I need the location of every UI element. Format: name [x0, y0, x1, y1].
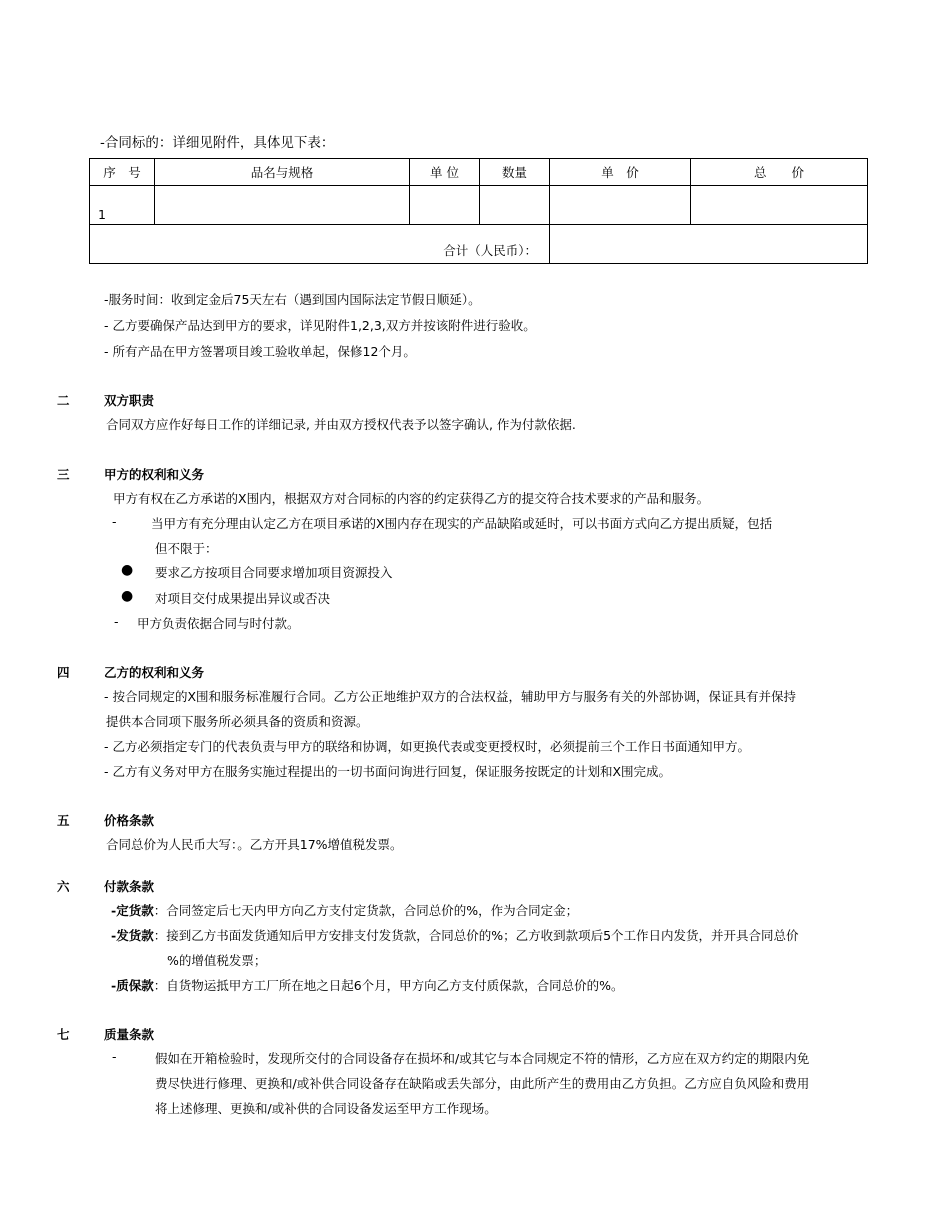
- section-3-p2-line2: 但不限于：: [155, 541, 218, 556]
- header-name-spec: 品名与规格: [155, 159, 410, 186]
- section-2-text: 合同双方应作好每日工作的详细记录, 并由双方授权代表予以签字确认, 作为付款依据.: [106, 417, 576, 432]
- payment-shipment-line-2: %的增值税发票；: [167, 953, 267, 968]
- section-7-line-1: 假如在开箱检验时，发现所交付的合同设备存在损坏和/或其它与本合同规定不符的情形，乙方应在双方约定的期限内免: [155, 1051, 810, 1066]
- payment-warranty-label: -质保款: [111, 978, 154, 993]
- header-unit-price: 单 价: [550, 159, 691, 186]
- bullet-icon: ●: [121, 562, 134, 578]
- table-row: [90, 186, 868, 225]
- cell-quantity: [480, 186, 550, 225]
- section-7-line-3: 将上述修理、更换和/或补供的合同设备发运至甲方工作现场。: [155, 1101, 497, 1116]
- section-3-p3: 甲方负责依据合同与时付款。: [137, 616, 300, 631]
- total-value: [550, 225, 868, 264]
- subject-line: -合同标的：详细见附件，具体见下表：: [100, 135, 335, 151]
- payment-warranty-text: ：自货物运抵甲方工厂所在地之日起6个月，甲方向乙方支付质保款，合同总价的%。: [153, 978, 624, 993]
- header-index: 序 号: [90, 159, 155, 186]
- cell-name-spec: [155, 186, 410, 225]
- section-5-text: 合同总价为人民币大写：。乙方开具17%增值税发票。: [106, 837, 403, 852]
- table-header-row: [90, 159, 868, 186]
- section-7-number: 七: [57, 1027, 70, 1042]
- section-3-dash: -: [112, 514, 117, 529]
- total-label: 合计（人民币）：: [90, 225, 550, 264]
- section-5-title: 价格条款: [104, 813, 155, 828]
- section-5-number: 五: [57, 813, 70, 828]
- cell-index: 1: [90, 186, 155, 225]
- section-7-line-2: 费尽快进行修理、更换和/或补供合同设备存在缺陷或丢失部分，由此所产生的费用由乙方负担。乙方应自负风险和费用: [155, 1076, 810, 1091]
- header-quantity: 数量: [480, 159, 550, 186]
- section-4-line-1: - 按合同规定的X围和服务标准履行合同。乙方公正地维护双方的合法权益，辅助甲方与服务有关的外部协调，保证具有并保持: [104, 689, 797, 704]
- cell-unit: [410, 186, 480, 225]
- section-7-title: 质量条款: [104, 1027, 155, 1042]
- term-warranty: - 所有产品在甲方签署项目竣工验收单起，保修12个月。: [104, 344, 416, 359]
- payment-deposit: [111, 901, 578, 919]
- section-6-title: 付款条款: [104, 879, 155, 894]
- bullet-icon: ●: [121, 588, 134, 604]
- cell-unit-price: [550, 186, 691, 225]
- payment-warranty: [111, 976, 624, 994]
- term-acceptance: - 乙方要确保产品达到甲方的要求，详见附件1,2,3,双方并按该附件进行验收。: [104, 318, 536, 333]
- payment-shipment-text: ：接到乙方书面发货通知后甲方安排支付发货款，合同总价的%；乙方收到款项后5个工作日内发货，并开具合同总价: [153, 928, 799, 943]
- section-7-dash: -: [112, 1049, 117, 1064]
- section-2-title: 双方职责: [104, 393, 155, 408]
- cell-total-price: [691, 186, 868, 225]
- section-3-p3-dash: -: [114, 614, 119, 629]
- section-3-bullet-2: 对项目交付成果提出异议或否决: [155, 591, 331, 606]
- section-3-bullet-1: 要求乙方按项目合同要求增加项目资源投入: [155, 565, 393, 580]
- table-total-row: [90, 225, 868, 264]
- section-4-line-2: 提供本合同项下服务所必须具备的资质和资源。: [106, 714, 369, 729]
- section-3-p1: 甲方有权在乙方承诺的X围内，根据双方对合同标的内容的约定获得乙方的提交符合技术要求的产品和服务。: [113, 491, 710, 506]
- items-table: [89, 158, 868, 264]
- payment-shipment: [111, 926, 799, 944]
- section-4-number: 四: [57, 665, 70, 680]
- section-6-number: 六: [57, 879, 70, 894]
- header-total-price: 总 价: [691, 159, 868, 186]
- payment-shipment-label: -发货款: [111, 928, 154, 943]
- section-3-title: 甲方的权利和义务: [104, 467, 205, 482]
- header-unit: 单 位: [410, 159, 480, 186]
- section-4-line-3: - 乙方必须指定专门的代表负责与甲方的联络和协调，如更换代表或变更授权时，必须提前三个工作日书面通知甲方。: [104, 739, 750, 754]
- section-3-number: 三: [57, 467, 70, 482]
- payment-deposit-text: ：合同签定后七天内甲方向乙方支付定货款，合同总价的%，作为合同定金；: [153, 903, 579, 918]
- section-2-number: 二: [57, 393, 70, 408]
- payment-deposit-label: -定货款: [111, 903, 154, 918]
- section-4-line-4: - 乙方有义务对甲方在服务实施过程提出的一切书面问询进行回复，保证服务按既定的计划和X围完成。: [104, 764, 672, 779]
- section-3-p2-line1: 当甲方有充分理由认定乙方在项目承诺的X围内存在现实的产品缺陷或延时，可以书面方式向乙方提出质疑，包括: [151, 516, 773, 531]
- term-service-time: -服务时间：收到定金后75天左右（遇到国内国际法定节假日顺延）。: [104, 292, 481, 307]
- section-4-title: 乙方的权利和义务: [104, 665, 205, 680]
